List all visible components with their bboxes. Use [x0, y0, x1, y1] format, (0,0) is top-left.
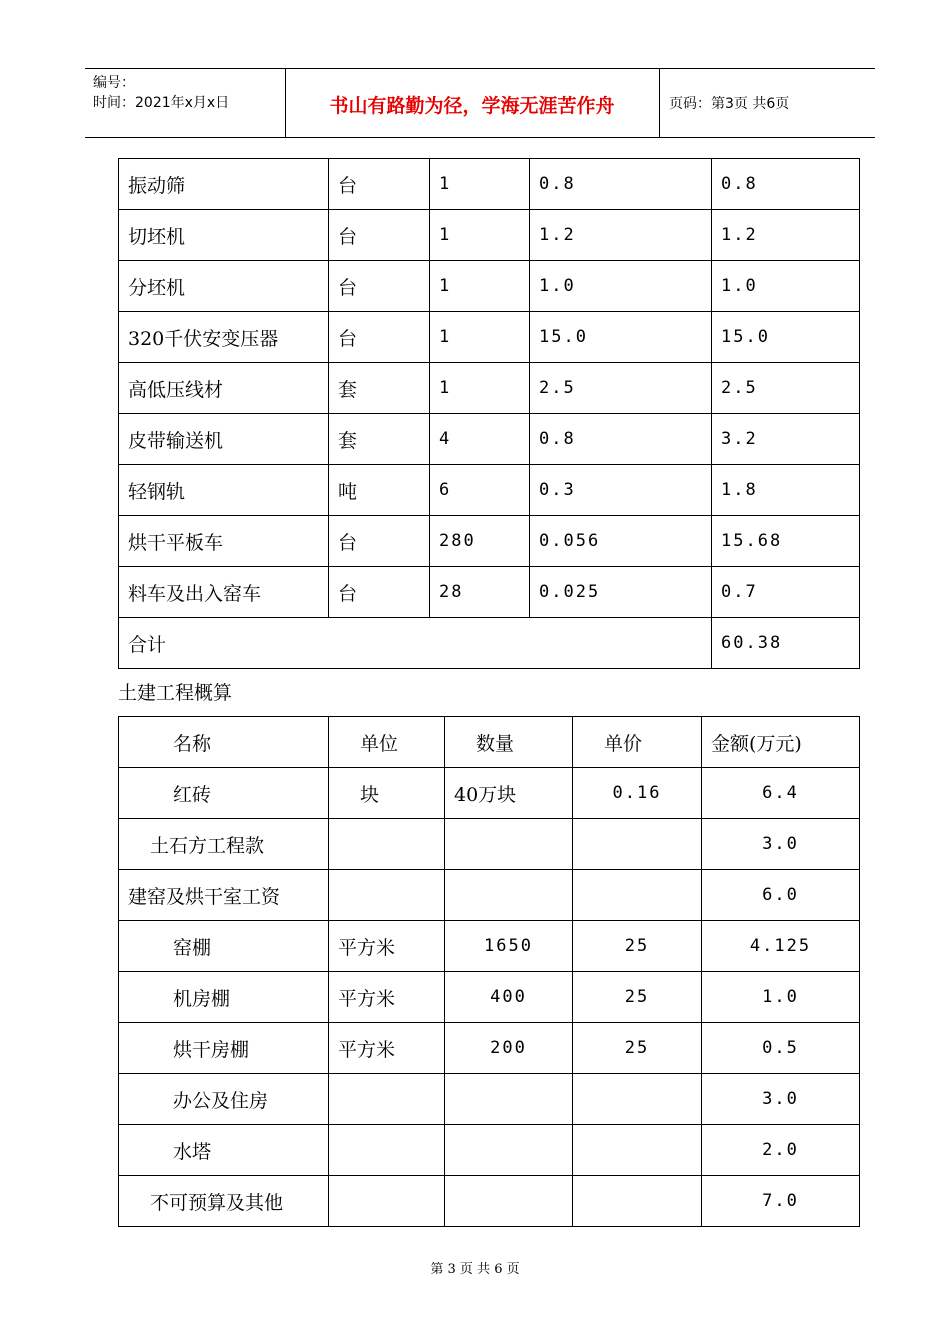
item-quantity: 1650	[445, 921, 573, 972]
item-unit	[329, 1074, 445, 1125]
item-unit: 台	[329, 516, 430, 567]
item-unit-price	[573, 1074, 702, 1125]
item-name: 水塔	[119, 1125, 329, 1176]
item-name: 窑棚	[119, 921, 329, 972]
item-quantity: 1	[430, 363, 530, 414]
header-amount: 金额(万元)	[702, 717, 860, 768]
item-unit-price: 0.8	[530, 414, 712, 465]
item-amount: 1.0	[702, 972, 860, 1023]
header-divider	[659, 69, 660, 137]
item-unit-price: 25	[573, 1023, 702, 1074]
item-quantity: 4	[430, 414, 530, 465]
item-name: 红砖	[119, 768, 329, 819]
table-row	[119, 870, 860, 921]
table-row	[119, 1125, 860, 1176]
item-unit: 台	[329, 210, 430, 261]
item-name: 烘干平板车	[119, 516, 329, 567]
item-amount: 1.8	[712, 465, 860, 516]
table-row	[119, 159, 860, 210]
item-quantity: 280	[430, 516, 530, 567]
table-row	[119, 516, 860, 567]
item-unit	[329, 870, 445, 921]
civil-works-table	[118, 716, 860, 1227]
item-amount: 6.4	[702, 768, 860, 819]
item-unit: 平方米	[329, 1023, 445, 1074]
item-unit	[329, 1176, 445, 1227]
item-name: 皮带输送机	[119, 414, 329, 465]
item-quantity	[445, 1176, 573, 1227]
item-unit-price: 25	[573, 921, 702, 972]
item-name: 机房棚	[119, 972, 329, 1023]
item-amount: 1.2	[712, 210, 860, 261]
item-amount: 0.5	[702, 1023, 860, 1074]
item-unit-price: 1.0	[530, 261, 712, 312]
item-unit-price: 2.5	[530, 363, 712, 414]
item-unit: 台	[329, 159, 430, 210]
total-value: 60.38	[712, 618, 860, 669]
table-row	[119, 972, 860, 1023]
item-amount: 15.68	[712, 516, 860, 567]
table-row	[119, 1023, 860, 1074]
table-row	[119, 1074, 860, 1125]
item-quantity: 400	[445, 972, 573, 1023]
item-name: 建窑及烘干室工资	[119, 870, 329, 921]
item-quantity: 40万块	[445, 768, 573, 819]
item-quantity: 1	[430, 159, 530, 210]
table-row	[119, 363, 860, 414]
item-quantity: 200	[445, 1023, 573, 1074]
header-name: 名称	[119, 717, 329, 768]
item-quantity	[445, 870, 573, 921]
item-name: 办公及住房	[119, 1074, 329, 1125]
item-unit-price	[573, 819, 702, 870]
item-quantity: 28	[430, 567, 530, 618]
total-row	[119, 618, 860, 669]
equipment-table	[118, 158, 860, 669]
table-row	[119, 465, 860, 516]
section-title: 土建工程概算	[118, 682, 233, 704]
item-quantity: 1	[430, 312, 530, 363]
item-unit-price: 0.8	[530, 159, 712, 210]
item-unit: 吨	[329, 465, 430, 516]
item-unit-price	[573, 1125, 702, 1176]
item-amount: 3.2	[712, 414, 860, 465]
item-unit-price: 15.0	[530, 312, 712, 363]
item-unit: 套	[329, 414, 430, 465]
item-unit-price: 0.056	[530, 516, 712, 567]
item-unit	[329, 1125, 445, 1176]
serial-number-label: 编号：	[93, 75, 135, 91]
item-quantity: 1	[430, 261, 530, 312]
item-name: 不可预算及其他	[119, 1176, 329, 1227]
total-label: 合计	[119, 618, 712, 669]
table-row	[119, 312, 860, 363]
item-quantity: 1	[430, 210, 530, 261]
item-amount: 1.0	[712, 261, 860, 312]
date-label: 时间：2021年x月x日	[93, 95, 230, 111]
item-unit: 块	[329, 768, 445, 819]
item-name: 分坯机	[119, 261, 329, 312]
item-quantity: 6	[430, 465, 530, 516]
item-quantity	[445, 819, 573, 870]
item-amount: 6.0	[702, 870, 860, 921]
item-name: 轻钢轨	[119, 465, 329, 516]
item-name: 切坯机	[119, 210, 329, 261]
header-motto: 书山有路勤为径，学海无涯苦作舟	[329, 95, 615, 117]
table-row	[119, 768, 860, 819]
item-amount: 2.0	[702, 1125, 860, 1176]
item-amount: 3.0	[702, 819, 860, 870]
table-row	[119, 1176, 860, 1227]
item-unit: 台	[329, 261, 430, 312]
item-unit-price: 1.2	[530, 210, 712, 261]
item-unit	[329, 819, 445, 870]
item-unit-price: 0.025	[530, 567, 712, 618]
item-unit-price: 25	[573, 972, 702, 1023]
item-amount: 15.0	[712, 312, 860, 363]
header-quantity: 数量	[445, 717, 573, 768]
header-unit: 单位	[329, 717, 445, 768]
table-header-row	[119, 717, 860, 768]
item-unit: 台	[329, 567, 430, 618]
table-row	[119, 261, 860, 312]
item-name: 320千伏安变压器	[119, 312, 329, 363]
item-name: 料车及出入窑车	[119, 567, 329, 618]
item-unit-price: 0.16	[573, 768, 702, 819]
item-name: 振动筛	[119, 159, 329, 210]
item-unit: 平方米	[329, 972, 445, 1023]
table-row	[119, 414, 860, 465]
item-amount: 0.7	[712, 567, 860, 618]
item-unit: 平方米	[329, 921, 445, 972]
table-row	[119, 210, 860, 261]
item-quantity	[445, 1125, 573, 1176]
header-page-number: 页码：第3页 共6页	[669, 96, 790, 112]
table-row	[119, 819, 860, 870]
item-unit: 台	[329, 312, 430, 363]
item-quantity	[445, 1074, 573, 1125]
item-amount: 7.0	[702, 1176, 860, 1227]
item-name: 高低压线材	[119, 363, 329, 414]
item-unit-price: 0.3	[530, 465, 712, 516]
item-unit-price	[573, 1176, 702, 1227]
page-header	[85, 68, 875, 138]
item-unit: 套	[329, 363, 430, 414]
table-row	[119, 567, 860, 618]
header-meta	[93, 73, 229, 113]
table-row	[119, 921, 860, 972]
page-footer: 第 3 页 共 6 页	[430, 1262, 520, 1277]
item-amount: 2.5	[712, 363, 860, 414]
item-name: 烘干房棚	[119, 1023, 329, 1074]
item-amount: 0.8	[712, 159, 860, 210]
item-unit-price	[573, 870, 702, 921]
header-unit-price: 单价	[573, 717, 702, 768]
item-name: 土石方工程款	[119, 819, 329, 870]
item-amount: 4.125	[702, 921, 860, 972]
item-amount: 3.0	[702, 1074, 860, 1125]
